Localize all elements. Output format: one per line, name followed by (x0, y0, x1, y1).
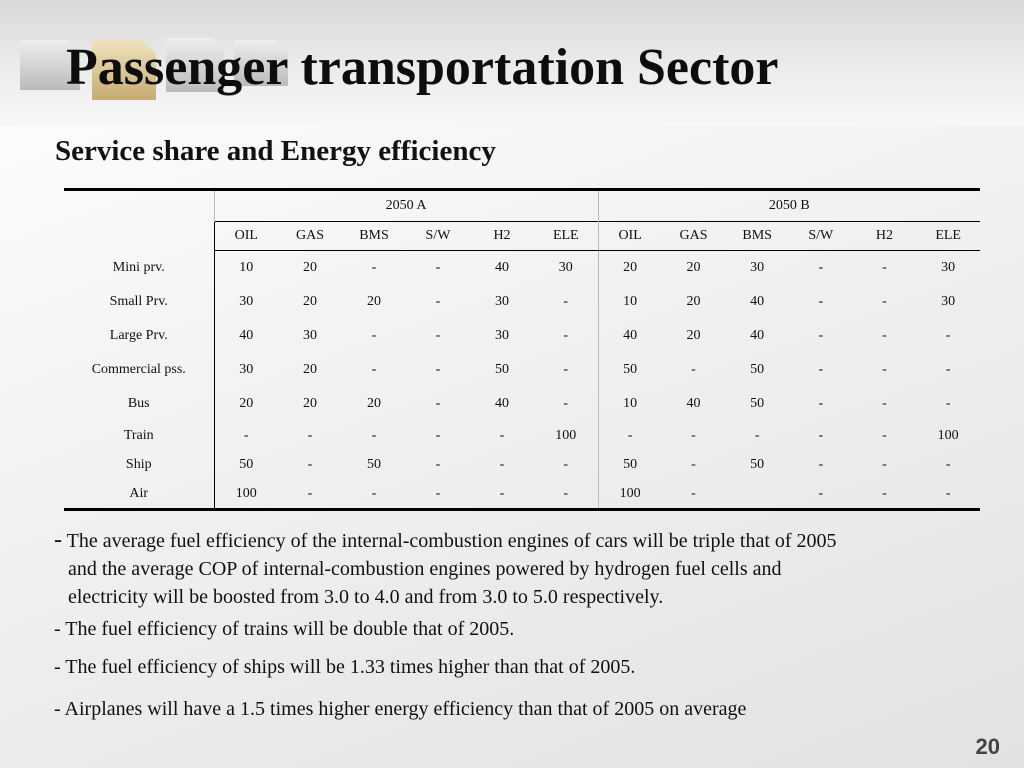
table-cell: - (691, 362, 696, 377)
table-cell: 40 (750, 328, 765, 343)
table-cell (725, 479, 789, 510)
table-cell: - (307, 427, 313, 443)
table-cell: - (691, 427, 696, 443)
table-row (64, 421, 980, 450)
table-cell: 10 (214, 251, 278, 286)
table-cell: 20 (367, 294, 381, 309)
table-column-header: H2 (470, 222, 534, 251)
table-cell: - (818, 485, 824, 501)
table-cell: - (691, 456, 696, 472)
bullet-item-efficiency (54, 526, 974, 611)
table-cell: - (563, 456, 569, 472)
table-cell: 50 (367, 456, 381, 472)
table-cell: 50 (214, 450, 278, 479)
table-cell: 20 (214, 387, 278, 421)
table-cell: 50 (598, 450, 662, 479)
table-cell: - (945, 456, 951, 472)
table-column-header: S/W (789, 222, 853, 251)
table-row-label: Large Prv. (109, 328, 168, 343)
bullet-item-trains: - The fuel efficiency of trains will be double that of 2005. (54, 618, 515, 640)
table-cell: - (435, 396, 441, 411)
table-column-header: OIL (214, 222, 278, 251)
table-column-header: GAS (662, 222, 726, 251)
table-cell: - (435, 328, 441, 343)
table-cell: - (818, 362, 824, 377)
table-row-label: Train (123, 427, 154, 443)
table-cell: - (818, 294, 824, 309)
bullet-text: The average fuel efficiency of the internal-combustion engines of cars will be triple that of 2005 (62, 530, 837, 552)
table-cell: - (882, 456, 887, 472)
table-cell: - (371, 427, 377, 443)
table-column-header: GAS (278, 222, 342, 251)
table-group-header: 2050 A (214, 190, 598, 222)
table-column-header: ELE (916, 222, 980, 251)
table-cell: 50 (598, 353, 662, 387)
table-cell: - (882, 328, 887, 343)
bullet-dash: - (54, 527, 62, 553)
table-cell: 40 (495, 260, 509, 275)
bullet-item-ships: - The fuel efficiency of ships will be 1.33 times higher than that of 2005. (54, 656, 636, 678)
table-column-header: S/W (406, 222, 470, 251)
table-row (64, 251, 980, 286)
table-cell: - (499, 456, 505, 472)
table-row-label: Commercial pss. (91, 362, 186, 377)
table-cell: 20 (686, 328, 701, 343)
table-row (64, 319, 980, 353)
table-cell: 40 (214, 319, 278, 353)
table-cell: - (435, 260, 441, 275)
table-row-label: Mini prv. (112, 259, 165, 275)
table-cell: - (563, 396, 569, 411)
table-row (64, 353, 980, 387)
bullet-item-airplanes: - Airplanes will have a 1.5 times higher energy efficiency than that of 2005 on average (54, 698, 747, 720)
table-cell: - (371, 260, 377, 275)
table-cell: - (563, 485, 569, 501)
table-row (64, 450, 980, 479)
table-cell: 20 (303, 260, 317, 275)
table-corner-cell (64, 190, 214, 222)
table-column-header: H2 (853, 222, 917, 251)
table-cell: - (818, 456, 824, 472)
table-cell: - (435, 485, 441, 501)
table-cell: 20 (598, 251, 662, 286)
table-cell: 30 (941, 260, 956, 275)
table-cell: - (882, 294, 887, 309)
table-cell: - (882, 396, 887, 411)
table-corner-cell (64, 222, 214, 251)
table-cell: 30 (214, 353, 278, 387)
table-cell: 40 (598, 319, 662, 353)
table-row-label: Ship (125, 456, 152, 472)
table-cell: 20 (686, 260, 701, 275)
table-cell: 30 (495, 294, 509, 309)
table-cell: 10 (598, 285, 662, 319)
table-cell: 100 (214, 479, 278, 510)
table-cell: 30 (495, 328, 509, 343)
table-cell: 10 (598, 387, 662, 421)
table-cell: 100 (937, 427, 959, 443)
table-row (64, 479, 980, 510)
table-cell: - (818, 396, 824, 411)
table-row-label: Bus (127, 396, 150, 411)
table-cell: - (945, 362, 951, 377)
table-cell: 100 (555, 427, 577, 443)
table-cell: - (435, 294, 441, 309)
table-cell: - (945, 328, 951, 343)
table-cell: 50 (495, 362, 509, 377)
slide-title: Passenger transportation Sector (66, 39, 779, 96)
table-column-header: BMS (342, 222, 406, 251)
table-cell: - (882, 260, 887, 275)
table-cell: - (435, 456, 441, 472)
table-cell: 20 (303, 294, 317, 309)
table-cell: - (371, 328, 377, 343)
table-cell: - (691, 485, 696, 501)
table-cell: - (598, 421, 662, 450)
table-row (64, 387, 980, 421)
table-cell: - (945, 396, 951, 411)
table-cell: - (563, 362, 569, 377)
table-cell: - (307, 456, 313, 472)
table-cell: 30 (558, 260, 573, 275)
bullet-text-cont: electricity will be boosted from 3.0 to 4.0 and from 3.0 to 5.0 respectively. (68, 586, 664, 608)
table-cell: - (563, 328, 569, 343)
table-cell: 40 (686, 396, 701, 411)
table-group-header-row (64, 190, 980, 222)
title-band (0, 0, 1024, 126)
table-cell: - (214, 421, 278, 450)
table-cell: 30 (750, 260, 765, 275)
table-cell: - (563, 294, 569, 309)
table-cell: - (882, 362, 887, 377)
table-column-header: OIL (598, 222, 662, 251)
table-cell: 30 (214, 285, 278, 319)
table-cell: - (435, 362, 441, 377)
bullet-list (54, 526, 974, 723)
table-cell: - (371, 362, 377, 377)
service-share-table (64, 188, 980, 511)
table-cell: - (499, 427, 505, 443)
table-cell: 20 (686, 294, 701, 309)
table-cell: - (435, 427, 441, 443)
table-group-header: 2050 B (598, 190, 980, 222)
table-column-header: BMS (725, 222, 789, 251)
table-cell: 40 (495, 396, 509, 411)
page-number: 20 (975, 734, 1000, 759)
table-cell: 50 (750, 456, 765, 472)
table-cell: 40 (750, 294, 765, 309)
table-cell: - (754, 427, 760, 443)
table-cell: 20 (367, 396, 381, 411)
table-cell: 50 (750, 396, 765, 411)
table-cell: - (818, 328, 824, 343)
table-column-header: ELE (534, 222, 598, 251)
table-cell: - (371, 485, 377, 501)
slide-subtitle: Service share and Energy efficiency (55, 135, 496, 167)
table-row-label: Small Prv. (109, 294, 168, 309)
table-cell: - (945, 485, 951, 501)
table-cell: - (499, 485, 505, 501)
table-cell: - (307, 485, 313, 501)
table-cell: 30 (941, 294, 956, 309)
table-cell: 20 (303, 362, 317, 377)
table-cell: - (882, 485, 887, 501)
table-cell: 30 (303, 328, 317, 343)
bullet-text-cont: and the average COP of internal-combustion engines powered by hydrogen fuel cells and (68, 558, 782, 580)
table-cell: 50 (750, 362, 765, 377)
table-row (64, 285, 980, 319)
table-cell: 100 (598, 479, 662, 510)
table-row-label: Air (129, 485, 149, 501)
table-column-header-row (64, 222, 980, 251)
table-cell: - (818, 427, 824, 443)
table-cell: - (882, 427, 887, 443)
table-cell: 20 (303, 396, 317, 411)
table-cell: - (818, 260, 824, 275)
